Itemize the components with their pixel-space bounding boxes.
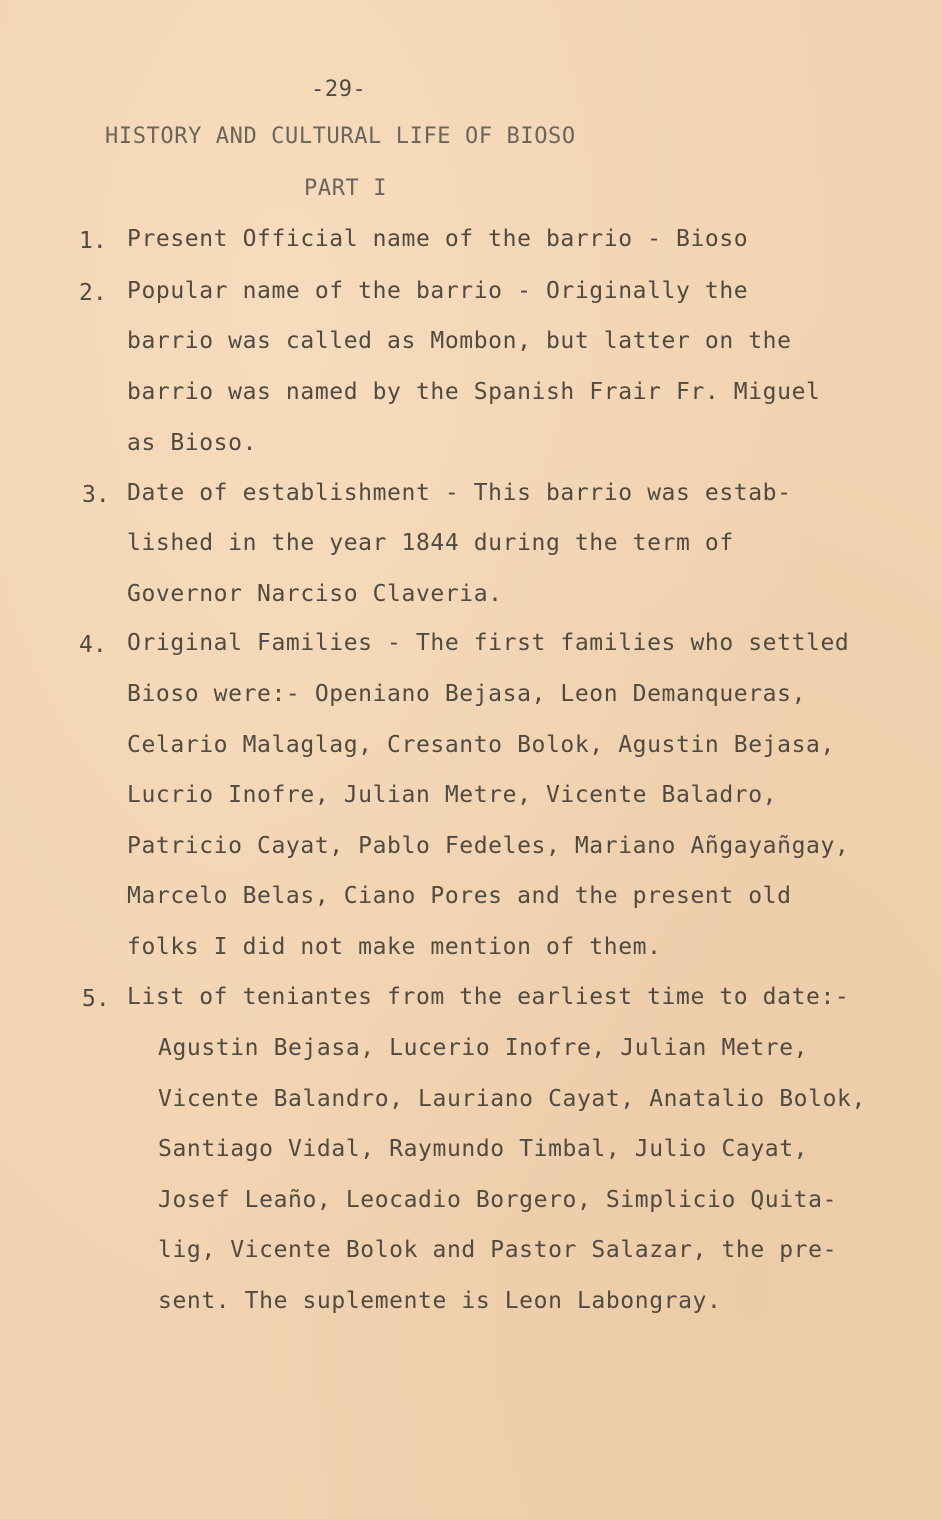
item-4-number: 4. [79, 632, 107, 658]
item-4-line-2: Bioso were:- Openiano Bejasa, Leon Demanqueras, [127, 681, 807, 707]
item-5-line-6: lig, Vicente Bolok and Pastor Salazar, the pre- [158, 1237, 838, 1263]
item-4-line-6: Marcelo Belas, Ciano Pores and the present old [127, 883, 792, 909]
item-4-line-7: folks I did not make mention of them. [127, 934, 662, 960]
item-2-line-4: as Bioso. [127, 430, 258, 456]
part-heading: PART I [304, 176, 388, 201]
item-2-line-1: Popular name of the barrio - Originally the [127, 278, 749, 304]
item-4-line-1: Original Families - The first families who settled [127, 630, 850, 656]
item-4-line-5: Patricio Cayat, Pablo Fedeles, Mariano Añgayañgay, [127, 833, 850, 859]
item-5-line-3: Vicente Balandro, Lauriano Cayat, Anatalio Bolok, [158, 1086, 866, 1112]
item-5-line-2: Agustin Bejasa, Lucerio Inofre, Julian Metre, [158, 1035, 809, 1061]
document-title: HISTORY AND CULTURAL LIFE OF BIOSO [105, 124, 576, 149]
item-5-line-7: sent. The suplemente is Leon Labongray. [158, 1288, 722, 1314]
item-5-line-5: Josef Leaño, Leocadio Borgero, Simplicio Quita- [158, 1187, 838, 1213]
item-2-line-3: barrio was named by the Spanish Frair Fr. Miguel [127, 379, 821, 405]
item-3-number: 3. [82, 482, 110, 508]
item-5-line-1: List of teniantes from the earliest time to date:- [127, 984, 850, 1010]
item-5-number: 5. [82, 986, 110, 1012]
item-3-line-1: Date of establishment - This barrio was estab- [127, 480, 792, 506]
item-1-number: 1. [79, 228, 107, 254]
page-number: -29- [311, 77, 367, 102]
item-4-line-4: Lucrio Inofre, Julian Metre, Vicente Baladro, [127, 782, 778, 808]
item-3-line-2: lished in the year 1844 during the term of [127, 530, 734, 556]
item-5-line-4: Santiago Vidal, Raymundo Timbal, Julio Cayat, [158, 1136, 809, 1162]
item-2-line-2: barrio was called as Mombon, but latter on the [127, 328, 792, 354]
item-3-line-3: Governor Narciso Claveria. [127, 581, 503, 607]
item-1-line-1: Present Official name of the barrio - Bioso [127, 226, 749, 252]
item-4-line-3: Celario Malaglag, Cresanto Bolok, Agustin Bejasa, [127, 732, 835, 758]
item-2-number: 2. [79, 280, 107, 306]
